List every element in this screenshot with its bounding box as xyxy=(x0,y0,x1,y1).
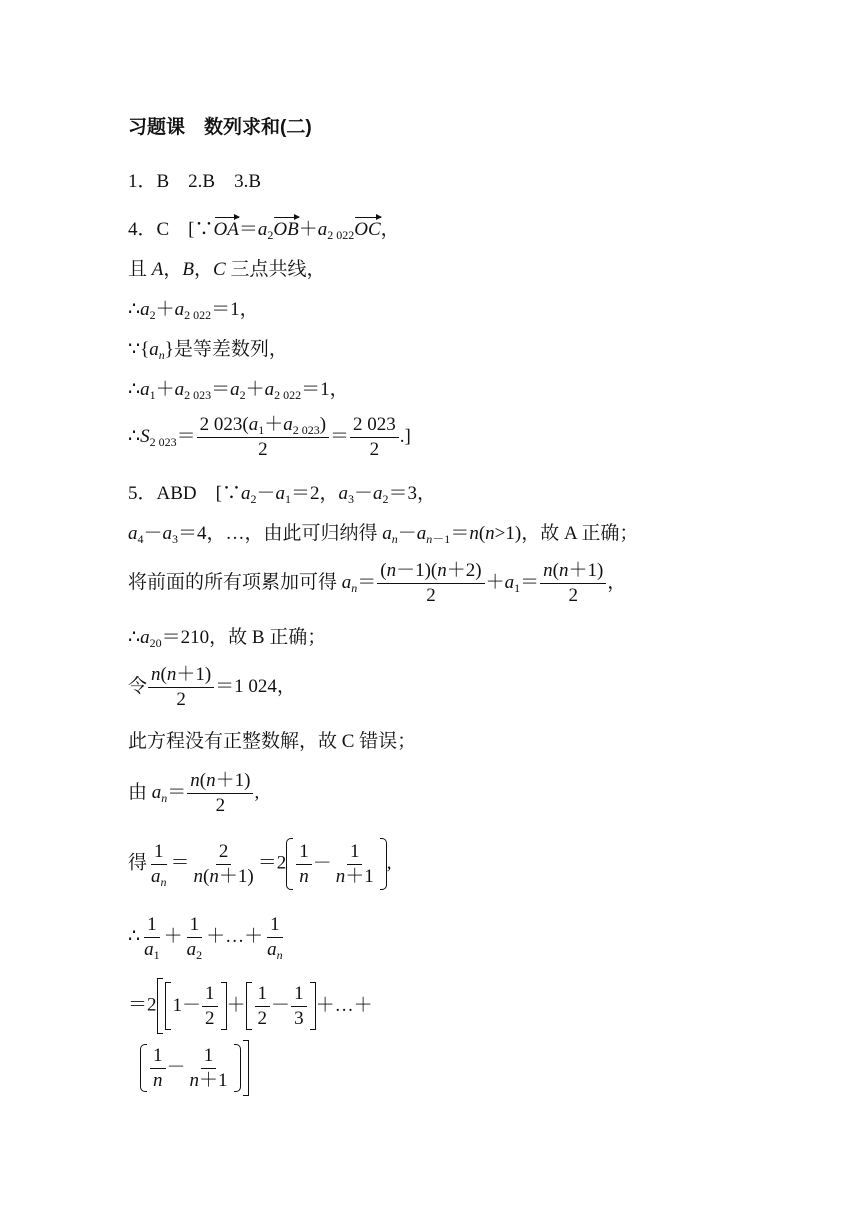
q5-line-7: 由 $a_n=$ $\frac{n(n+1)}{2}$ , xyxy=(128,770,260,816)
q4-line-1: 4．C [$\because OA=a_2OB+a_{2 022}OC$， xyxy=(128,219,400,242)
fraction: $\frac{1}{a_n}$ xyxy=(151,840,167,889)
fraction: $\frac{n(n+1)}{2}$ xyxy=(187,770,253,817)
bracket-group: 1－ $\frac{1}{2}$ ＋ $\frac{1}{2}$ － $\frac{1}{3}$ ＋…＋ xyxy=(157,978,373,1034)
fraction: $\frac{2 023}{2}$ xyxy=(350,414,399,461)
fraction: $\frac{1}{a_2}$ xyxy=(186,914,203,962)
q4-line-4: $\because\{a_n\}$是等差数列， xyxy=(128,339,288,362)
fraction: $\frac{n(n+1)}{2}$ xyxy=(540,560,606,607)
fraction: $\frac{2}{n(n+1)}$ xyxy=(193,840,254,887)
q5-label: 5．ABD [ xyxy=(128,483,222,504)
q5-line-4: $\therefore a_{20}=210$，故 B 正确； xyxy=(128,627,327,650)
q5-line-8: 得 $\frac{1}{a_n}$ ＝ $\frac{2}{n(n+1)}$ ＝2 $\frac{1}{n}$ － $\frac{1}{n+1}$ , xyxy=(128,838,391,890)
q5-line-3: 将前面的所有项累加可得 $a_n=$ $\frac{(n-1)(n+2)}{2}$ $+a_1=$ $\frac{n(n+1)}{2}$ ， xyxy=(128,560,627,606)
q5-line-9: ∴ $\frac{1}{a_1}$ ＋ $\frac{1}{a_2}$ ＋…＋ $\frac{1}{a_n}$ xyxy=(128,914,287,961)
q5-line-1: 5．ABD [$\because a_2-a_1=2$，$a_3-a_2=3$， xyxy=(128,483,437,506)
q5-line-6: 此方程没有正整数解，故 C 错误； xyxy=(128,731,417,752)
page-title: 习题课 数列求和(二) xyxy=(128,117,312,138)
fraction: $\frac{1}{a_n}$ xyxy=(267,914,283,962)
q4-line-3: $\therefore a_2+a_{2 022}=1$， xyxy=(128,299,259,322)
fraction: $\frac{1}{a_1}$ xyxy=(144,914,160,962)
q4-label: 4．C [ xyxy=(128,219,195,240)
q5-line-5: 令 $\frac{n(n+1)}{2}$ ＝1 024， xyxy=(128,664,296,710)
paren-group: $\frac{1}{n}$ － $\frac{1}{n+1}$ xyxy=(140,1044,241,1092)
q5-line-10: ＝2 1－ $\frac{1}{2}$ ＋ $\frac{1}{2}$ － $\frac{1}{3}$ ＋…＋ xyxy=(128,978,373,1034)
fraction: $\frac{2 023(a_1+a_{2 023})}{2}$ xyxy=(197,414,329,461)
q5-line-2: $a_4-a_3=4$，…，由此可归纳得 $a_n-a_{n-1}=n(n>1)$，故 A 正确； xyxy=(128,523,639,546)
fraction: $\frac{(n-1)(n+2)}{2}$ xyxy=(377,560,484,607)
q4-line-2: 且 A，B，C 三点共线， xyxy=(128,259,326,280)
paren-group: $\frac{1}{n}$ － $\frac{1}{n+1}$ xyxy=(286,838,387,890)
q4-line-6: $\therefore S_{2 023}=$ $\frac{2 023(a_1+a_{2 023})}{2}$ ＝ $\frac{2 023}{2}$ .] xyxy=(128,414,411,460)
answers-1-3: 1．B 2.B 3.B xyxy=(128,171,262,192)
fraction: $\frac{n(n+1)}{2}$ xyxy=(148,664,214,711)
q4-line-5: $\therefore a_1+a_{2 023}=a_2+a_{2 022}=1$， xyxy=(128,379,349,402)
q5-line-11 xyxy=(140,1040,249,1096)
